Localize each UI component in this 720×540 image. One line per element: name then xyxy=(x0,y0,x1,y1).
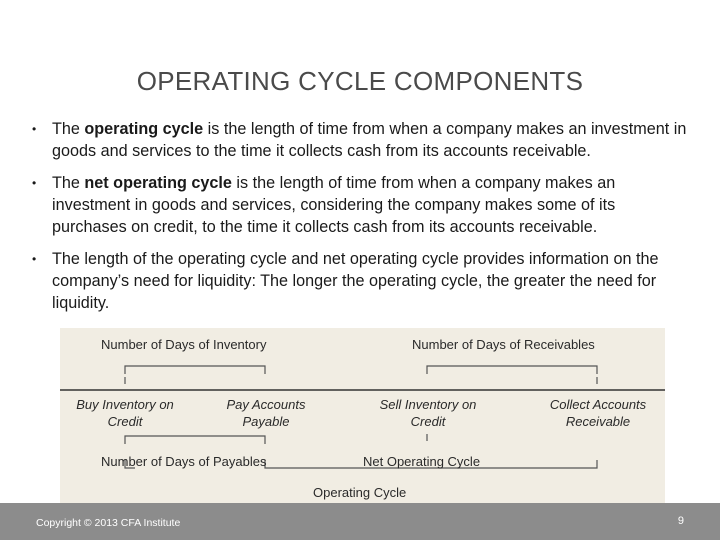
bracket-days-inventory xyxy=(125,366,265,374)
bullet-net-operating-cycle xyxy=(30,172,690,238)
bracket-days-receivables xyxy=(427,366,597,374)
page-number: 9 xyxy=(677,515,684,527)
event-line: Collect Accounts xyxy=(549,397,647,412)
event-line: Payable xyxy=(242,414,290,429)
event-pay-accounts xyxy=(206,396,326,430)
label-days-inventory: Number of Days of Inventory xyxy=(101,337,267,352)
label-operating-cycle: Operating Cycle xyxy=(313,485,407,500)
bullet-marker: • xyxy=(32,252,37,266)
bracket-days-payables xyxy=(125,436,265,444)
copyright-text: Copyright © 2013 CFA Institute xyxy=(36,517,181,529)
label-net-operating-cycle: Net Operating Cycle xyxy=(363,454,481,469)
footer-bar xyxy=(0,503,720,540)
event-buy-inventory xyxy=(65,396,185,430)
event-line: Sell Inventory on xyxy=(379,397,477,412)
event-sell-inventory xyxy=(363,396,493,430)
event-collect-accounts xyxy=(533,396,663,430)
bullet-term: operating cycle xyxy=(84,120,204,138)
bullet-term: net operating cycle xyxy=(84,174,232,192)
bullet-list xyxy=(30,118,690,324)
event-line: Pay Accounts xyxy=(226,397,306,412)
event-line: Receivable xyxy=(565,414,631,429)
label-days-receivables: Number of Days of Receivables xyxy=(412,337,595,352)
bullet-text-pre: The xyxy=(52,174,85,192)
bullet-marker: • xyxy=(32,122,37,136)
label-days-payables: Number of Days of Payables xyxy=(101,454,267,469)
bullet-text-post: is the length of time from when a company makes an investment in goods and services to the time it collects cash from its accounts receivable. xyxy=(52,120,687,160)
bullet-text-pre: The xyxy=(52,120,85,138)
bullet-operating-cycle xyxy=(30,118,690,162)
bullet-text-post: is the length of time from when a company makes an investment in goods and services, considering the company makes some of its purchases on credit, to the time it collects cash from its accounts receivable. xyxy=(52,174,616,236)
event-line: Buy Inventory on xyxy=(76,397,174,412)
bullet-text-post: The length of the operating cycle and net operating cycle provides information on the company’s need for liquidity: The longer the operating cycle, the greater the need for liquidity. xyxy=(52,250,659,312)
bullet-liquidity xyxy=(30,248,690,314)
event-line: Credit xyxy=(107,414,143,429)
bullet-marker: • xyxy=(32,176,37,190)
event-line: Credit xyxy=(410,414,446,429)
slide-title: OPERATING CYCLE COMPONENTS xyxy=(136,66,584,96)
operating-cycle-diagram xyxy=(60,328,665,504)
